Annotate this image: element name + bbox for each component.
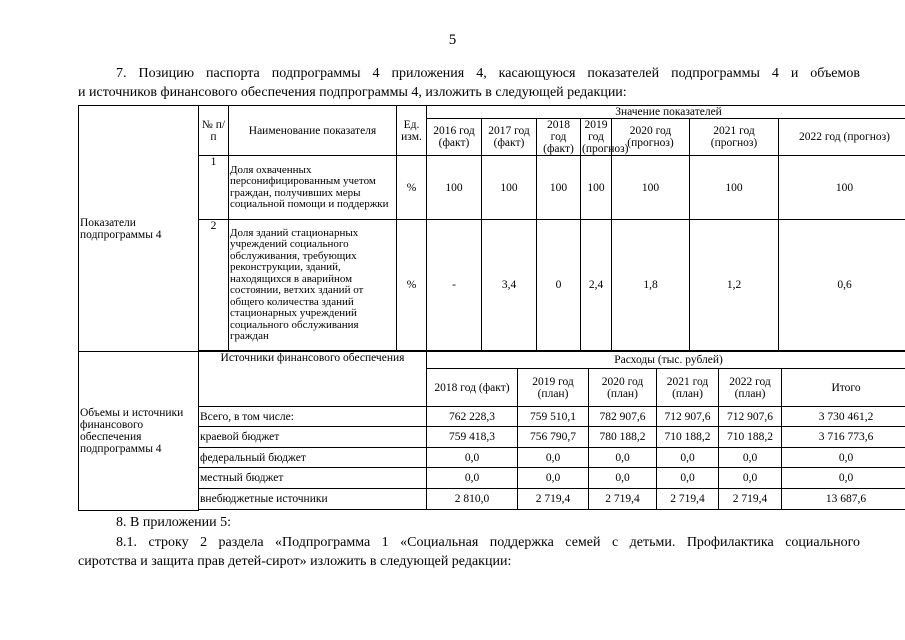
finance-local-2022: 0,0 xyxy=(719,468,782,489)
indicator-year-2019: 2019 год (прогноз) xyxy=(582,119,629,155)
col-sources-header: Источники финансового обеспечения xyxy=(199,352,427,407)
indicator-year-2018: 2018 год (факт) xyxy=(537,119,581,156)
finance-local-2018: 0,0 xyxy=(427,468,518,489)
finance-year-2020: 2020 год (план) xyxy=(589,369,657,407)
finance-total-2018: 762 228,3 xyxy=(427,407,518,427)
indicator-year-2016: 2016 год (факт) xyxy=(427,119,482,156)
paragraph-7-line-1: 7. Позицию паспорта подпрограммы 4 приложения 4, касающуюся показателей подпрограммы 4 и объемов xyxy=(116,66,860,81)
paragraph-8: 8. В приложении 5: xyxy=(116,515,232,530)
indicator-1-value-2021: 100 xyxy=(690,156,779,220)
indicator-1-value-2019: 100 xyxy=(581,156,612,220)
indicator-1-value-2020: 100 xyxy=(612,156,690,220)
finance-year-2018: 2018 год (факт) xyxy=(427,369,518,407)
indicator-1-number: 1 xyxy=(199,156,229,220)
col-values-header: Значение показателей xyxy=(427,106,905,119)
finance-extrabudgetary-2022: 2 719,4 xyxy=(719,489,782,510)
finance-total-sum: 3 730 461,2 xyxy=(782,407,905,427)
finance-total-2019: 759 510,1 xyxy=(518,407,589,427)
finance-local-2020: 0,0 xyxy=(589,468,657,489)
finance-year-2021: 2021 год (план) xyxy=(657,369,719,407)
indicator-2-value-2018: 0 xyxy=(537,220,581,351)
paragraph-7-line-2: и источников финансового обеспечения подпрограммы 4, изложить в следующей редакции: xyxy=(78,85,627,100)
indicator-year-2021: 2021 год (прогноз) xyxy=(690,119,779,156)
paragraph-8-1-line-1: 8.1. строку 2 раздела «Подпрограмма 1 «Социальная поддержка семей с детьми. Профилактика социального xyxy=(116,535,860,550)
col-expenses-header: Расходы (тыс. рублей) xyxy=(427,352,905,369)
finance-regional-2021: 710 188,2 xyxy=(657,427,719,448)
finance-source-regional: краевой бюджет xyxy=(199,427,427,448)
finance-total-2020: 782 907,6 xyxy=(589,407,657,427)
finance-regional-2022: 710 188,2 xyxy=(719,427,782,448)
indicator-2-value-2022: 0,6 xyxy=(779,220,905,351)
indicator-1-name: Доля охваченных персонифицированным учетом граждан, получивших меры социальной помощи и поддержки xyxy=(229,156,397,220)
paragraph-8-1-line-2: сиротства и защита прав детей-сирот» изложить в следующей редакции: xyxy=(78,554,512,569)
passport-table xyxy=(78,105,905,511)
col-name-header: Наименование показателя xyxy=(229,106,397,156)
finance-local-2019: 0,0 xyxy=(518,468,589,489)
finance-year-2019: 2019 год (план) xyxy=(518,369,589,407)
finance-extrabudgetary-2019: 2 719,4 xyxy=(518,489,589,510)
indicator-year-2017: 2017 год (факт) xyxy=(482,119,537,156)
indicator-2-value-2019: 2,4 xyxy=(581,220,612,351)
col-unit-header: Ед. изм. xyxy=(397,106,427,156)
finance-year-2022: 2022 год (план) xyxy=(719,369,782,407)
indicator-2-value-2016: - xyxy=(427,220,482,351)
page-number: 5 xyxy=(448,32,457,48)
finance-local-sum: 0,0 xyxy=(782,468,905,489)
indicator-2-number: 2 xyxy=(199,220,229,351)
finance-local-2021: 0,0 xyxy=(657,468,719,489)
finance-total-2021: 712 907,6 xyxy=(657,407,719,427)
finance-source-local: местный бюджет xyxy=(199,468,427,489)
indicator-2-unit: % xyxy=(397,220,427,351)
finance-total-header: Итого xyxy=(782,369,905,407)
finance-regional-2019: 756 790,7 xyxy=(518,427,589,448)
finance-total-2022: 712 907,6 xyxy=(719,407,782,427)
paragraph-7 xyxy=(78,64,860,102)
finance-federal-2020: 0,0 xyxy=(589,448,657,468)
indicator-2-value-2021: 1,2 xyxy=(690,220,779,351)
finance-federal-2022: 0,0 xyxy=(719,448,782,468)
indicators-section-label: Показатели подпрограммы 4 xyxy=(79,106,199,352)
indicator-1-value-2016: 100 xyxy=(427,156,482,220)
finance-regional-2020: 780 188,2 xyxy=(589,427,657,448)
finance-federal-sum: 0,0 xyxy=(782,448,905,468)
finance-extrabudgetary-2018: 2 810,0 xyxy=(427,489,518,510)
paragraph-8-1 xyxy=(78,533,860,571)
finance-federal-2019: 0,0 xyxy=(518,448,589,468)
finance-source-federal: федеральный бюджет xyxy=(199,448,427,468)
finance-extrabudgetary-2020: 2 719,4 xyxy=(589,489,657,510)
indicator-2-value-2020: 1,8 xyxy=(612,220,690,351)
col-number-header: № п/п xyxy=(199,106,229,156)
indicator-2-value-2017: 3,4 xyxy=(482,220,537,351)
indicator-2-name: Доля зданий стационарных учреждений социального обслуживания, требующих реконструкции, зданий, находящихся в аварийном состоянии, ветхих зданий от общего количества зданий стационарных учреждений социального обслуживания граждан xyxy=(229,220,397,351)
finance-section-label: Объемы и источники финансового обеспечения подпрограммы 4 xyxy=(79,352,199,511)
finance-regional-sum: 3 716 773,6 xyxy=(782,427,905,448)
indicator-year-2020: 2020 год (прогноз) xyxy=(612,119,690,156)
indicator-1-value-2017: 100 xyxy=(482,156,537,220)
finance-extrabudgetary-sum: 13 687,6 xyxy=(782,489,905,510)
finance-federal-2021: 0,0 xyxy=(657,448,719,468)
indicator-1-value-2022: 100 xyxy=(779,156,905,220)
indicator-1-value-2018: 100 xyxy=(537,156,581,220)
finance-extrabudgetary-2021: 2 719,4 xyxy=(657,489,719,510)
finance-federal-2018: 0,0 xyxy=(427,448,518,468)
finance-source-total: Всего, в том числе: xyxy=(199,407,427,427)
finance-source-extrabudgetary: внебюджетные источники xyxy=(199,489,427,510)
indicator-year-2022: 2022 год (прогноз) xyxy=(779,119,905,156)
finance-regional-2018: 759 418,3 xyxy=(427,427,518,448)
indicator-1-unit: % xyxy=(397,156,427,220)
